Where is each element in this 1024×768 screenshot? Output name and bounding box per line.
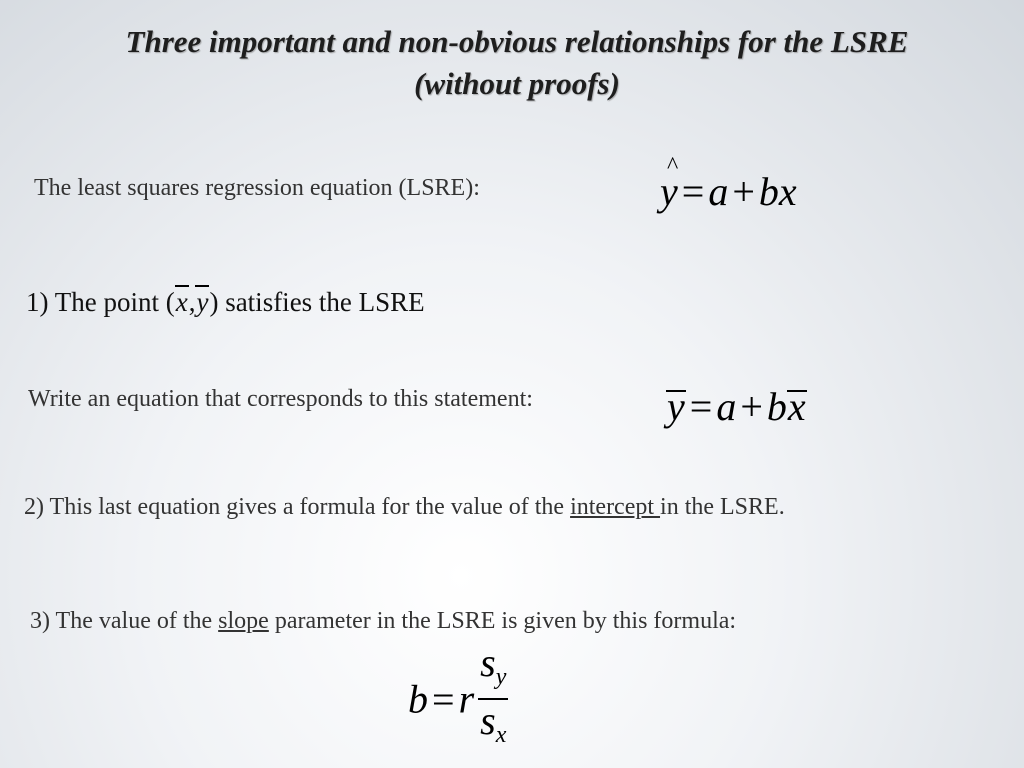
- lsre-label: The least squares regression equation (LSRE):: [34, 175, 480, 201]
- std-dev-ratio: [478, 640, 508, 752]
- equals-sign: =: [681, 169, 705, 214]
- lsre-equation: [660, 168, 797, 215]
- write-equation-label: Write an equation that corresponds to this statement:: [28, 386, 533, 412]
- intercept-term: intercept: [570, 494, 661, 520]
- point-2-prefix: 2) This last equation gives a formula for the value of the: [24, 494, 571, 520]
- point-3-suffix: parameter in the LSRE is given by this formula:: [268, 608, 737, 634]
- plus-sign: +: [740, 384, 763, 429]
- y-bar-symbol: y: [667, 384, 685, 429]
- numerator: [478, 640, 508, 700]
- slide-subtitle: (without proofs): [414, 66, 620, 101]
- denominator: [478, 700, 508, 752]
- slope-symbol: b: [758, 169, 779, 214]
- y-subscript: y: [495, 664, 507, 690]
- x-bar-symbol: x: [175, 287, 188, 317]
- slope-formula: [408, 640, 508, 752]
- intercept-symbol: a: [716, 384, 737, 429]
- s-symbol: s: [480, 640, 496, 685]
- correlation-symbol: r: [458, 676, 475, 722]
- equals-sign: =: [689, 384, 713, 429]
- x-symbol: x: [778, 169, 797, 214]
- point-2-statement: [24, 494, 785, 521]
- slope-symbol: b: [408, 676, 428, 722]
- s-symbol: s: [480, 698, 496, 743]
- point-1-statement: [26, 285, 425, 318]
- intercept-symbol: a: [708, 169, 729, 214]
- y-hat-symbol: ^ y: [660, 168, 678, 215]
- point-1-comma: ,: [188, 287, 196, 317]
- slope-term: slope: [218, 608, 269, 634]
- slide-title: Three important and non-obvious relationships for the LSRE: [125, 24, 909, 59]
- x-subscript: x: [495, 722, 507, 748]
- point-3-statement: [30, 608, 736, 635]
- y-bar-symbol: y: [196, 287, 209, 317]
- mean-equation: [666, 383, 807, 430]
- plus-sign: +: [732, 169, 755, 214]
- x-bar-symbol: x: [787, 384, 806, 429]
- point-1-suffix: ) satisfies the LSRE: [209, 287, 425, 317]
- point-3-prefix: 3) The value of the: [30, 608, 219, 634]
- point-1-prefix: 1) The point (: [26, 287, 175, 317]
- point-2-suffix: in the LSRE.: [660, 494, 785, 520]
- slope-symbol: b: [766, 384, 787, 429]
- equals-sign: =: [432, 676, 455, 722]
